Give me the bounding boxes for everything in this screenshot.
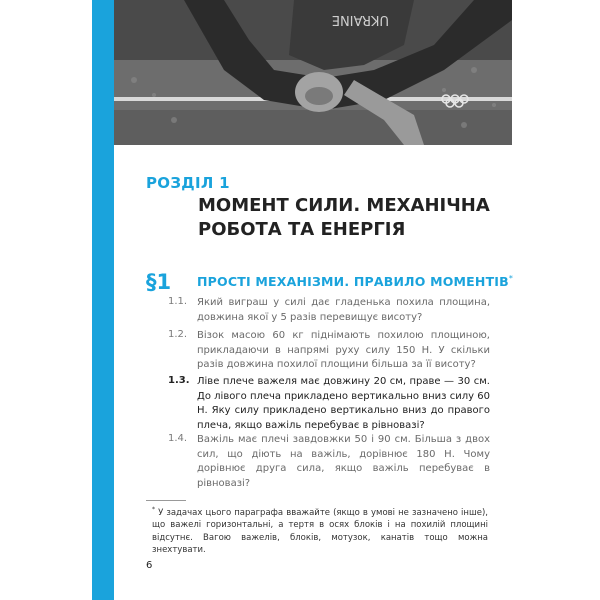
footnote bbox=[152, 504, 488, 557]
side-accent-bar bbox=[92, 0, 114, 600]
page-number: 6 bbox=[146, 560, 153, 571]
chapter-label: РОЗДІЛ 1 bbox=[146, 174, 230, 192]
section-footnote-marker: * bbox=[508, 274, 514, 283]
problem-number: 1.1. bbox=[168, 296, 188, 307]
problem-item bbox=[168, 433, 490, 491]
section-title-text: ПРОСТІ МЕХАНІЗМИ. ПРАВИЛО МОМЕНТІВ bbox=[197, 274, 509, 290]
problem-item bbox=[168, 329, 490, 373]
problem-text: Візок масою 60 кг піднімають похилою площиною, прикладаючи в напрямі руху силу 150 Н. У скільки разів довжина похилої площини більша за її висоту? bbox=[197, 330, 490, 370]
footnote-divider bbox=[146, 500, 186, 501]
problem-text: Ліве плече важеля має довжину 20 см, праве — 30 см. До лівого плеча прикладено вертикально вниз силу 60 Н. Яку силу прикладено вертикально вниз до правого плеча, якщо важіль перебуває в рівновазі? bbox=[197, 376, 490, 431]
chapter-title bbox=[198, 194, 498, 242]
problem-item bbox=[168, 375, 490, 433]
problem-number: 1.4. bbox=[168, 433, 188, 444]
footnote-marker: * bbox=[152, 506, 155, 513]
problem-number: 1.2. bbox=[168, 329, 188, 340]
high-jump-illustration bbox=[114, 0, 512, 145]
chapter-title-line-2: РОБОТА ТА ЕНЕРГІЯ bbox=[198, 219, 406, 240]
chapter-title-line-1: МОМЕНТ СИЛИ. МЕХАНІЧНА bbox=[198, 195, 490, 216]
footnote-text: У задачах цього параграфа вважайте (якщо в умові не зазначено інше), що важелі горизонтальні, а тертя в осях блоків і на похилій площині відсутнє. Вагою важелів, блоків, мотузок, канатів тощо можна знехтувати. bbox=[152, 507, 488, 556]
chapter-photo bbox=[114, 0, 512, 145]
jersey-text: UKRAINE bbox=[331, 12, 389, 27]
section-sign: §1 bbox=[146, 270, 172, 294]
problem-text: Який виграш у силі дає гладенька похила площина, довжина якої у 5 разів перевищує висоту? bbox=[197, 297, 490, 323]
problem-number: 1.3. bbox=[168, 375, 190, 386]
section-title bbox=[197, 274, 513, 289]
problem-item bbox=[168, 296, 490, 325]
problem-text: Важіль має плечі завдовжки 50 і 90 см. Більша з двох сил, що діють на важіль, дорівнює 180 Н. Чому дорівнює друга сила, якщо важіль перебуває в рівновазі? bbox=[197, 434, 490, 489]
